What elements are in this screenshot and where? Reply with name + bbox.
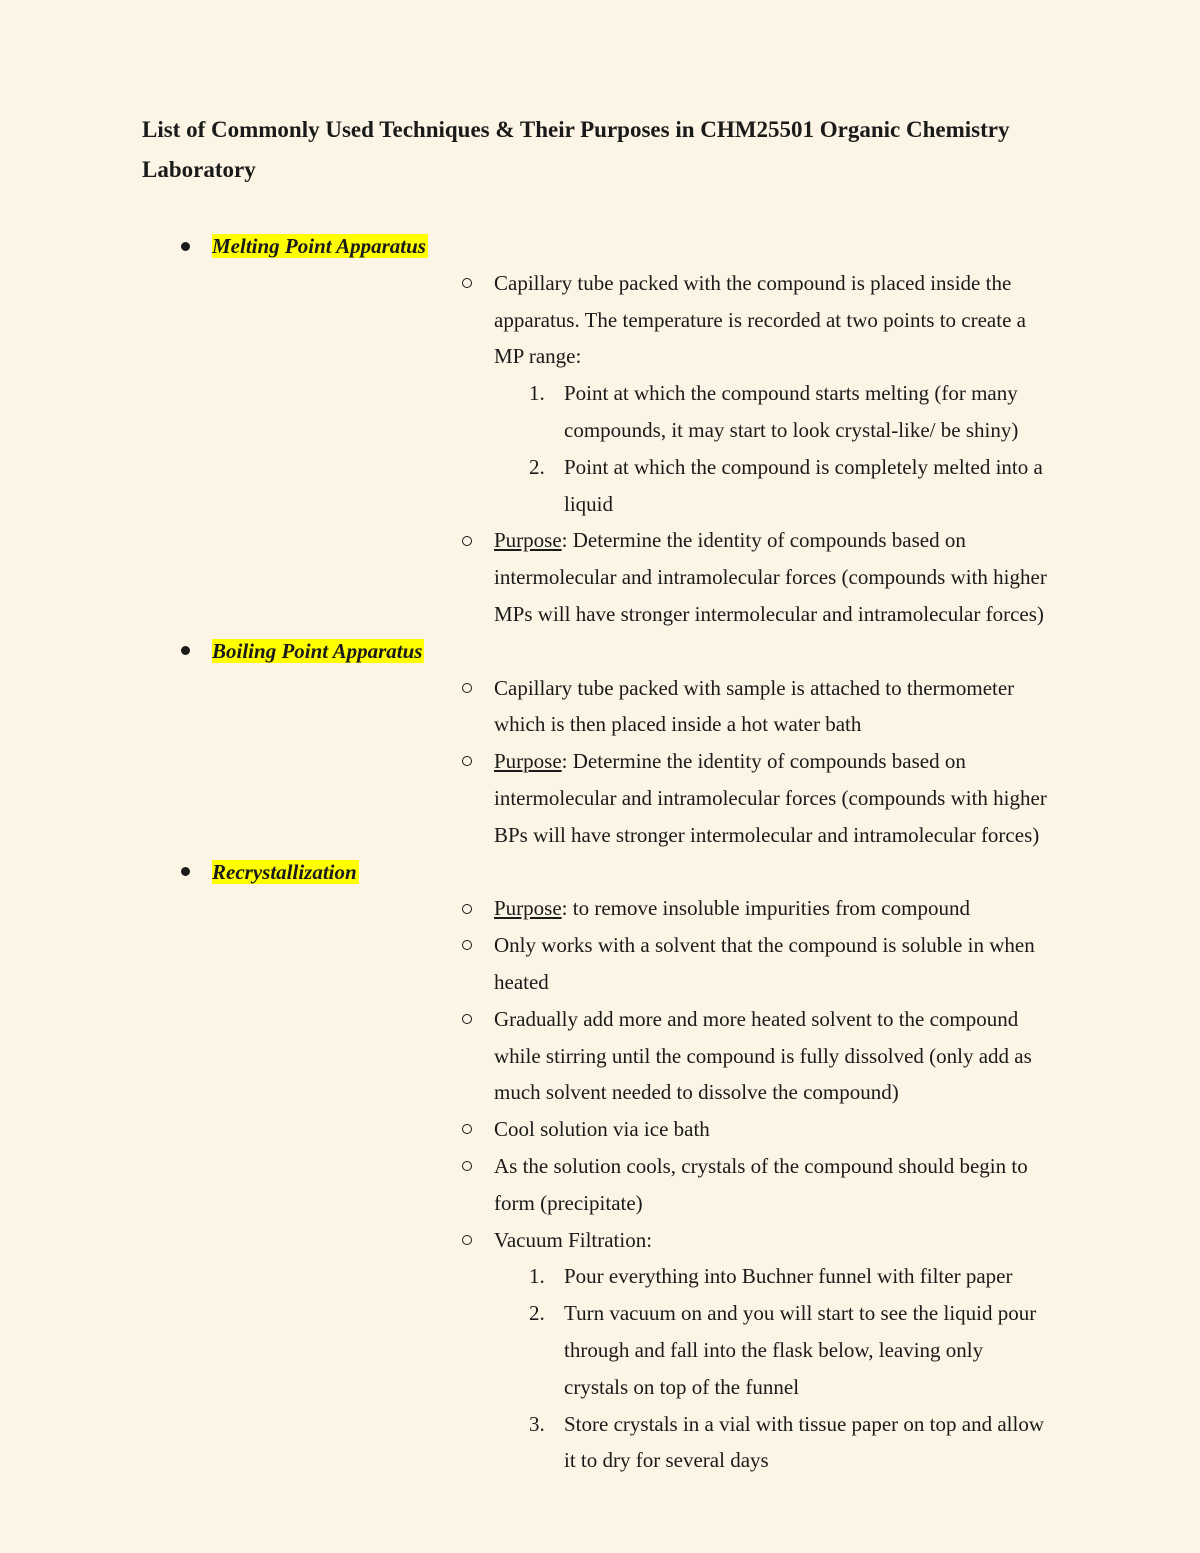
item-text: Store crystals in a vial with tissue paper on top and allow it to dry for several days	[564, 1411, 1044, 1473]
list-item	[212, 743, 1200, 853]
item-number: 3.	[529, 1411, 545, 1436]
list-item-melting-point	[0, 228, 1200, 633]
sub-list	[212, 890, 1200, 1479]
item-text: As the solution cools, crystals of the compound should begin to form (precipitate)	[494, 1153, 1028, 1215]
item-number: 2.	[529, 1301, 545, 1326]
numbered-item	[212, 375, 1200, 449]
page-title: List of Commonly Used Techniques & Their Purposes in CHM25501 Organic Chemistry Laboratory	[142, 117, 1010, 182]
list-item	[212, 1148, 1200, 1222]
sub-list	[212, 670, 1200, 854]
hollow-bullet-icon	[459, 1111, 475, 1148]
list-item-recrystallization	[0, 854, 1200, 1480]
hollow-bullet-icon	[459, 927, 475, 964]
numbered-list	[212, 1258, 1200, 1479]
list-item	[212, 1222, 1200, 1480]
hollow-bullet-icon	[459, 1148, 475, 1185]
item-text: Turn vacuum on and you will start to see the liquid pour through and fall into the flask below, leaving only crystals on top of the funnel	[564, 1301, 1037, 1399]
document-body	[0, 228, 1200, 1479]
hollow-bullet-icon	[459, 1001, 475, 1038]
item-number: 2.	[529, 454, 545, 479]
item-text: Capillary tube packed with the compound is placed inside the apparatus. The temperature is recorded at two points to create a MP range:	[494, 270, 1026, 369]
list-item	[212, 1111, 1200, 1148]
purpose-label: Purpose	[494, 896, 562, 921]
hollow-bullet-icon	[459, 670, 475, 707]
sub-list	[212, 265, 1200, 633]
item-number: 1.	[529, 1264, 545, 1289]
section-heading: Boiling Point Apparatus	[212, 638, 423, 663]
item-text: Only works with a solvent that the compound is soluble in when heated	[494, 933, 1035, 994]
hollow-bullet-icon	[459, 265, 475, 302]
item-text: : to remove insoluble impurities from compound	[561, 896, 970, 921]
numbered-item	[212, 1406, 1200, 1480]
hollow-bullet-icon	[459, 743, 475, 780]
bullet-icon	[178, 633, 192, 670]
bullet-icon	[178, 854, 192, 891]
item-text: : Determine the identity of compounds based on intermolecular and intramolecular forces (compounds with higher MPs will have stronger intermolecular and intramolecular forces)	[494, 528, 1047, 626]
item-text: Vacuum Filtration:	[494, 1227, 653, 1252]
list-item	[212, 265, 1200, 523]
item-text: Point at which the compound is completely melted into a liquid	[564, 454, 1043, 516]
numbered-item	[212, 1295, 1200, 1405]
numbered-item	[212, 1258, 1200, 1295]
item-number: 1.	[529, 381, 545, 406]
hollow-bullet-icon	[459, 522, 475, 559]
item-text: Cool solution via ice bath	[494, 1117, 710, 1142]
list-item-boiling-point	[0, 633, 1200, 854]
list-item	[212, 1001, 1200, 1111]
hollow-bullet-icon	[459, 1222, 475, 1259]
list-item	[212, 927, 1200, 1001]
numbered-item	[212, 449, 1200, 523]
item-text: Capillary tube packed with sample is attached to thermometer which is then placed inside a hot water bath	[494, 675, 1015, 737]
item-text: Pour everything into Buchner funnel with filter paper	[564, 1264, 1013, 1289]
list-item	[212, 670, 1200, 744]
hollow-bullet-icon	[459, 890, 475, 927]
section-heading: Melting Point Apparatus	[212, 234, 426, 258]
purpose-label: Purpose	[494, 749, 562, 774]
section-heading: Recrystallization	[212, 859, 357, 884]
list-item	[212, 522, 1200, 632]
purpose-label: Purpose	[494, 528, 562, 553]
bullet-icon	[178, 228, 192, 265]
numbered-list	[212, 375, 1200, 522]
technique-list	[0, 228, 1200, 1479]
item-text: Gradually add more and more heated solvent to the compound while stirring until the compound is fully dissolved (only add as much solvent needed to dissolve the compound)	[494, 1006, 1032, 1105]
list-item	[212, 890, 1200, 927]
item-text: Point at which the compound starts melting (for many compounds, it may start to look crystal-like/ be shiny)	[564, 381, 1019, 442]
item-text: : Determine the identity of compounds based on intermolecular and intramolecular forces (compounds with higher BPs will have stronger intermolecular and intramolecular forces)	[494, 749, 1047, 847]
